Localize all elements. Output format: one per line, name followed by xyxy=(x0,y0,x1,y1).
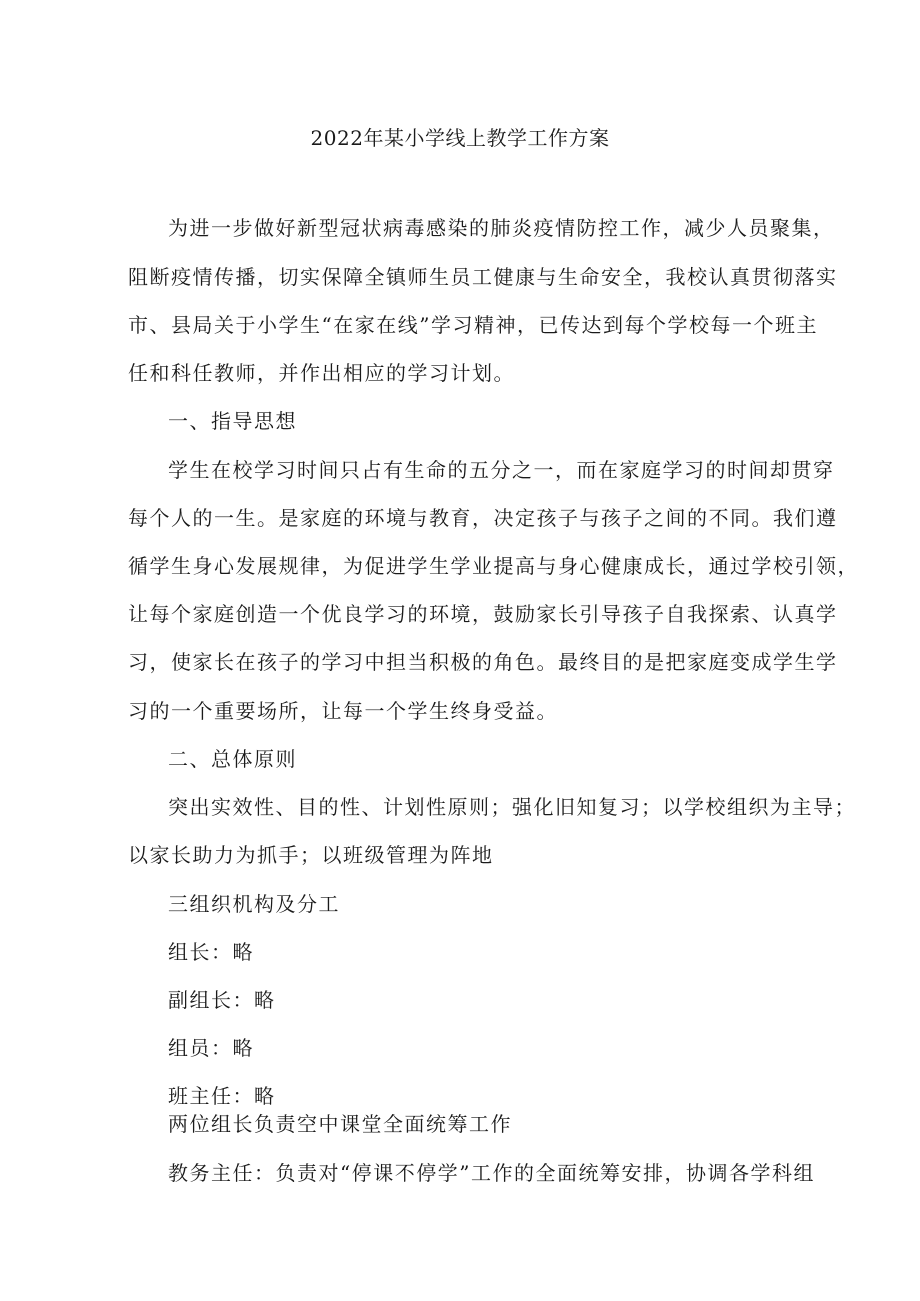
paragraph-line: 为进一步做好新型冠状病毒感染的肺炎疫情防控工作，减少人员聚集， xyxy=(168,216,835,240)
paragraph-line: 任和科任教师，并作出相应的学习计划。 xyxy=(128,361,515,385)
paragraph-line: 突出实效性、目的性、计划性原则；强化旧知复习；以学校组织为主导； xyxy=(168,795,856,819)
paragraph-line: 组长：略 xyxy=(168,940,254,964)
paragraph-line: 市、县局关于小学生“在家在线”学习精神，已传达到每个学校每一个班主 xyxy=(128,313,818,337)
paragraph-line: 阻断疫情传播，切实保障全镇师生员工健康与生命安全，我校认真贯彻落实 xyxy=(128,265,838,289)
paragraph-line: 习，使家长在孩子的学习中担当积极的角色。最终目的是把家庭变成学生学 xyxy=(128,650,838,674)
section-heading: 二、总体原则 xyxy=(168,747,297,771)
paragraph-line: 两位组长负责空中课堂全面统筹工作 xyxy=(168,1112,512,1136)
paragraph-line: 让每个家庭创造一个优良学习的环境，鼓励家长引导孩子自我探索、认真学 xyxy=(128,602,838,626)
paragraph-line: 学生在校学习时间只占有生命的五分之一，而在家庭学习的时间却贯穿 xyxy=(168,458,835,482)
paragraph-line: 副组长：略 xyxy=(168,988,276,1012)
section-heading: 三组织机构及分工 xyxy=(168,892,340,916)
paragraph-line: 循学生身心发展规律，为促进学生学业提高与身心健康成长，通过学校引领， xyxy=(128,554,859,578)
paragraph-line: 习的一个重要场所，让每一个学生终身受益。 xyxy=(128,699,558,723)
paragraph-line: 教务主任：负责对“停课不停学”工作的全面统筹安排，协调各学科组 xyxy=(168,1161,815,1185)
section-heading: 一、指导思想 xyxy=(168,409,297,433)
paragraph-line: 以家长助力为抓手；以班级管理为阵地 xyxy=(128,843,494,867)
document-title: 2022年某小学线上教学工作方案 xyxy=(310,126,610,150)
paragraph-line: 班主任：略 xyxy=(168,1084,276,1108)
paragraph-line: 组员：略 xyxy=(168,1036,254,1060)
paragraph-line: 每个人的一生。是家庭的环境与教育，决定孩子与孩子之间的不同。我们遵 xyxy=(128,506,838,530)
